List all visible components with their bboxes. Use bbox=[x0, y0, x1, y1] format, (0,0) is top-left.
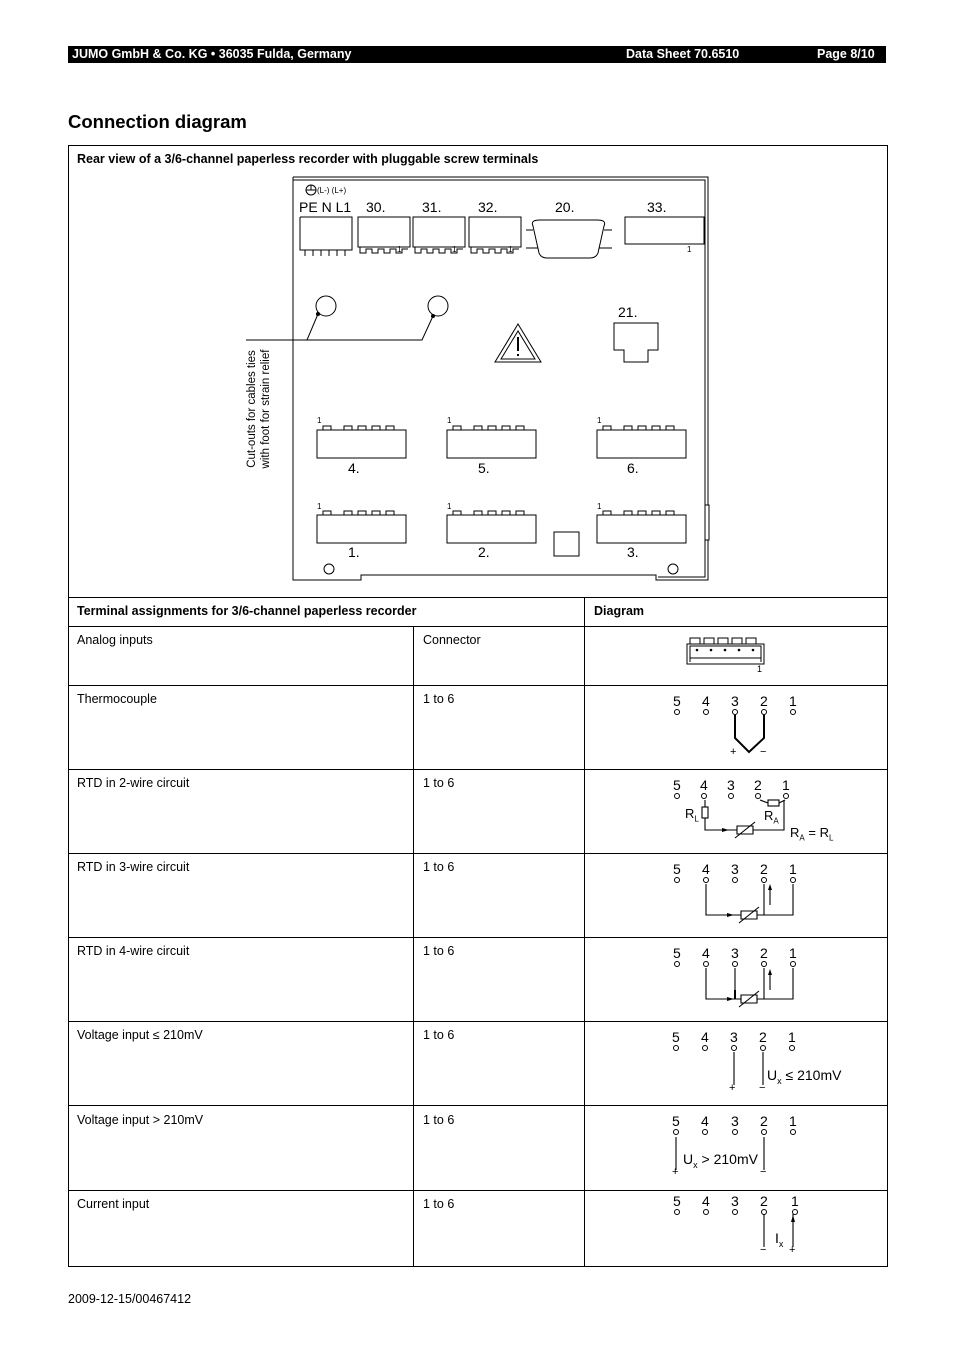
document-footer: 2009-12-15/00467412 bbox=[68, 1292, 192, 1306]
pin-one-label: 1 bbox=[687, 245, 692, 254]
ra-subscript: A bbox=[799, 833, 805, 843]
ix-text: I bbox=[775, 1230, 779, 1246]
page-number: Page 8/10 bbox=[817, 47, 875, 61]
row-label: Voltage input > 210mV bbox=[77, 1113, 204, 1127]
row-connector: 1 to 6 bbox=[423, 692, 455, 706]
connector-label-30: 30. bbox=[366, 199, 386, 215]
pin-one-label: 1 bbox=[597, 416, 602, 425]
terminal-number: 4 bbox=[701, 1029, 709, 1045]
ra-equation bbox=[790, 825, 833, 843]
terminal-number: 3 bbox=[731, 1193, 739, 1209]
row-connector: 1 to 6 bbox=[423, 944, 455, 958]
ux-gt-label bbox=[683, 1151, 758, 1170]
terminal-number: 5 bbox=[672, 1113, 680, 1129]
ra-equals: = R bbox=[808, 825, 829, 840]
terminal-number: 5 bbox=[673, 693, 681, 709]
ux-text: U bbox=[683, 1151, 694, 1167]
terminal-number: 5 bbox=[673, 1193, 681, 1209]
terminal-number: 5 bbox=[673, 861, 681, 877]
pin-one-label: 1 bbox=[508, 245, 513, 254]
terminal-number: 2 bbox=[754, 777, 762, 793]
connector-label-6: 6. bbox=[627, 460, 639, 476]
connector-pin-label: 1 bbox=[757, 664, 763, 674]
pin-one-label: 1 bbox=[317, 502, 322, 511]
terminal-number: 4 bbox=[702, 945, 710, 961]
plus-sign: + bbox=[729, 1082, 736, 1094]
ux-gt-value: > 210mV bbox=[701, 1151, 758, 1167]
ux-le-label bbox=[767, 1067, 841, 1086]
ux-subscript: x bbox=[693, 1159, 698, 1170]
connector-label-2: 2. bbox=[478, 544, 490, 560]
rl-text: R bbox=[685, 806, 695, 821]
ux-text: U bbox=[767, 1067, 778, 1083]
terminal-number: 2 bbox=[760, 861, 768, 877]
pin-one-label: 1 bbox=[452, 245, 457, 254]
connector-label-1: 1. bbox=[348, 544, 360, 560]
row-label: Analog inputs bbox=[77, 633, 153, 647]
terminal-number: 2 bbox=[760, 1193, 768, 1209]
plus-sign: + bbox=[789, 1244, 796, 1256]
minus-sign: − bbox=[760, 1166, 767, 1178]
plus-sign: + bbox=[672, 1166, 679, 1178]
power-label: PE N L1 bbox=[299, 199, 352, 215]
ix-label bbox=[775, 1230, 783, 1249]
minus-sign: − bbox=[759, 1082, 766, 1094]
row-connector: 1 to 6 bbox=[423, 1113, 455, 1127]
terminal-number: 4 bbox=[702, 693, 710, 709]
terminal-number: 1 bbox=[789, 1113, 797, 1129]
pin-one-label: 1 bbox=[597, 502, 602, 511]
company-name: JUMO GmbH & Co. KG • 36035 Fulda, Germany bbox=[72, 47, 352, 61]
connector-label-21: 21. bbox=[618, 304, 638, 320]
terminal-number: 3 bbox=[731, 1113, 739, 1129]
terminal-number: 5 bbox=[673, 777, 681, 793]
terminal-number: 4 bbox=[702, 861, 710, 877]
row-label: RTD in 4-wire circuit bbox=[77, 944, 190, 958]
row-connector: 1 to 6 bbox=[423, 1028, 455, 1042]
terminal-number: 3 bbox=[731, 861, 739, 877]
row-connector: 1 to 6 bbox=[423, 776, 455, 790]
pin-one-label: 1 bbox=[397, 245, 402, 254]
ra-label bbox=[764, 808, 779, 826]
connector-label-5: 5. bbox=[478, 460, 490, 476]
table-header-diagram: Diagram bbox=[594, 604, 645, 618]
pin-one-label: 1 bbox=[447, 416, 452, 425]
terminal-number: 4 bbox=[701, 1113, 709, 1129]
connector-label-20: 20. bbox=[555, 199, 575, 215]
row-label: Voltage input ≤ 210mV bbox=[77, 1028, 203, 1042]
rl-subscript: L bbox=[828, 833, 834, 843]
ra-text: R bbox=[764, 808, 774, 823]
page-title: Connection diagram bbox=[68, 111, 247, 132]
pin-one-label: 1 bbox=[317, 416, 322, 425]
terminal-number: 1 bbox=[791, 1193, 799, 1209]
row-connector: Connector bbox=[423, 633, 481, 647]
terminal-number: 1 bbox=[782, 777, 790, 793]
terminal-number: 5 bbox=[673, 945, 681, 961]
row-connector: 1 to 6 bbox=[423, 1197, 455, 1211]
plus-sign: + bbox=[730, 746, 737, 758]
terminal-number: 1 bbox=[789, 945, 797, 961]
rl-label bbox=[685, 806, 699, 824]
terminal-number: 2 bbox=[760, 693, 768, 709]
row-connector: 1 to 6 bbox=[423, 860, 455, 874]
table-header-assignments: Terminal assignments for 3/6-channel paperless recorder bbox=[77, 604, 417, 618]
terminal-number: 3 bbox=[731, 693, 739, 709]
connector-label-3: 3. bbox=[627, 544, 639, 560]
rear-view-caption: Rear view of a 3/6-channel paperless recorder with pluggable screw terminals bbox=[77, 152, 539, 166]
row-label: RTD in 2-wire circuit bbox=[77, 776, 190, 790]
terminal-number: 2 bbox=[760, 945, 768, 961]
ix-subscript: x bbox=[778, 1238, 784, 1249]
minus-sign: − bbox=[760, 746, 767, 758]
terminal-number: 1 bbox=[789, 693, 797, 709]
terminal-number: 2 bbox=[760, 1113, 768, 1129]
pin-one-label: 1 bbox=[447, 502, 452, 511]
connector-label-32: 32. bbox=[478, 199, 498, 215]
rl-subscript: L bbox=[694, 814, 699, 824]
terminal-number: 2 bbox=[759, 1029, 767, 1045]
minus-sign: − bbox=[760, 1244, 767, 1256]
row-label: Thermocouple bbox=[77, 692, 157, 706]
ux-subscript: x bbox=[777, 1075, 782, 1086]
row-label: Current input bbox=[77, 1197, 150, 1211]
ux-le-value: ≤ 210mV bbox=[785, 1067, 842, 1083]
connector-label-4: 4. bbox=[348, 460, 360, 476]
datasheet-number: Data Sheet 70.6510 bbox=[626, 47, 740, 61]
connector-label-31: 31. bbox=[422, 199, 442, 215]
terminal-number: 3 bbox=[730, 1029, 738, 1045]
terminal-number: 3 bbox=[727, 777, 735, 793]
earth-label: (L-) (L+) bbox=[317, 186, 347, 195]
terminal-number: 3 bbox=[731, 945, 739, 961]
connector-label-33: 33. bbox=[647, 199, 667, 215]
ra-text: R bbox=[790, 825, 800, 840]
ra-subscript: A bbox=[773, 816, 779, 826]
terminal-number: 1 bbox=[788, 1029, 796, 1045]
cutouts-note-line: Cut-outs for cables ties bbox=[246, 350, 258, 468]
terminal-number: 5 bbox=[672, 1029, 680, 1045]
cutouts-note-line: with foot for strain relief bbox=[260, 349, 272, 469]
row-label: RTD in 3-wire circuit bbox=[77, 860, 190, 874]
terminal-number: 4 bbox=[700, 777, 708, 793]
terminal-number: 1 bbox=[789, 861, 797, 877]
terminal-number: 4 bbox=[702, 1193, 710, 1209]
